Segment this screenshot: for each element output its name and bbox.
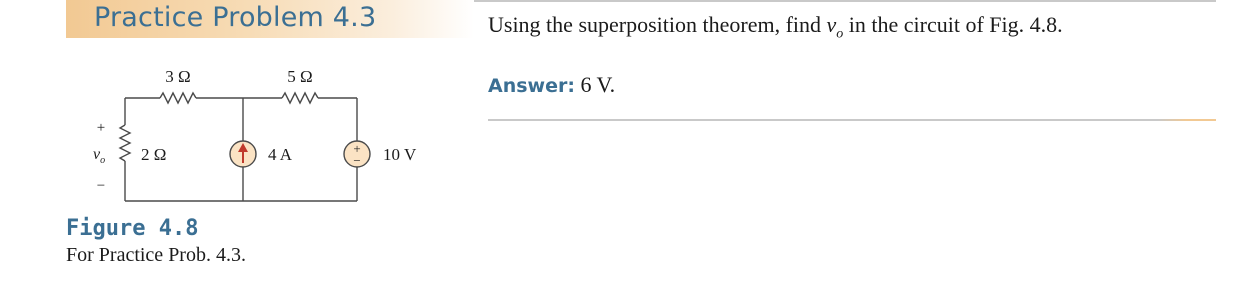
figure-label: Figure 4.8	[66, 216, 199, 241]
resistor-2-ohm-label: 2 Ω	[141, 145, 167, 164]
resistor-3-ohm-label: 3 Ω	[165, 67, 191, 86]
vo-label	[93, 146, 105, 166]
problem-variable: v	[826, 12, 837, 37]
voltage-source-label: 10 V	[383, 145, 417, 164]
practice-problem-title: Practice Problem 4.3	[94, 2, 377, 33]
resistor-3-ohm	[160, 93, 196, 103]
problem-text-after: in the circuit of Fig. 4.8.	[843, 12, 1063, 37]
top-divider	[474, 0, 1216, 2]
answer-label: Answer:	[488, 75, 575, 97]
figure-caption: For Practice Prob. 4.3.	[66, 244, 246, 266]
resistor-5-ohm-label: 5 Ω	[287, 67, 313, 86]
resistor-5-ohm	[282, 93, 318, 103]
vo-plus-sign: +	[96, 120, 106, 136]
bottom-divider	[488, 119, 1216, 121]
problem-statement	[488, 12, 1063, 42]
resistor-2-ohm	[120, 125, 130, 161]
vo-minus-sign: −	[96, 178, 106, 194]
vo-label-v: v	[93, 146, 101, 163]
answer-line	[488, 72, 615, 98]
voltage-source-plus: +	[353, 141, 361, 156]
voltage-source-minus: −	[353, 153, 361, 168]
answer-value: 6 V.	[574, 72, 616, 97]
current-source-label: 4 A	[268, 145, 293, 164]
vo-label-sub: o	[100, 155, 106, 166]
problem-text-before: Using the superposition theorem, find	[488, 12, 827, 37]
circuit-diagram	[60, 55, 440, 215]
problem-variable-sub: o	[836, 26, 844, 42]
